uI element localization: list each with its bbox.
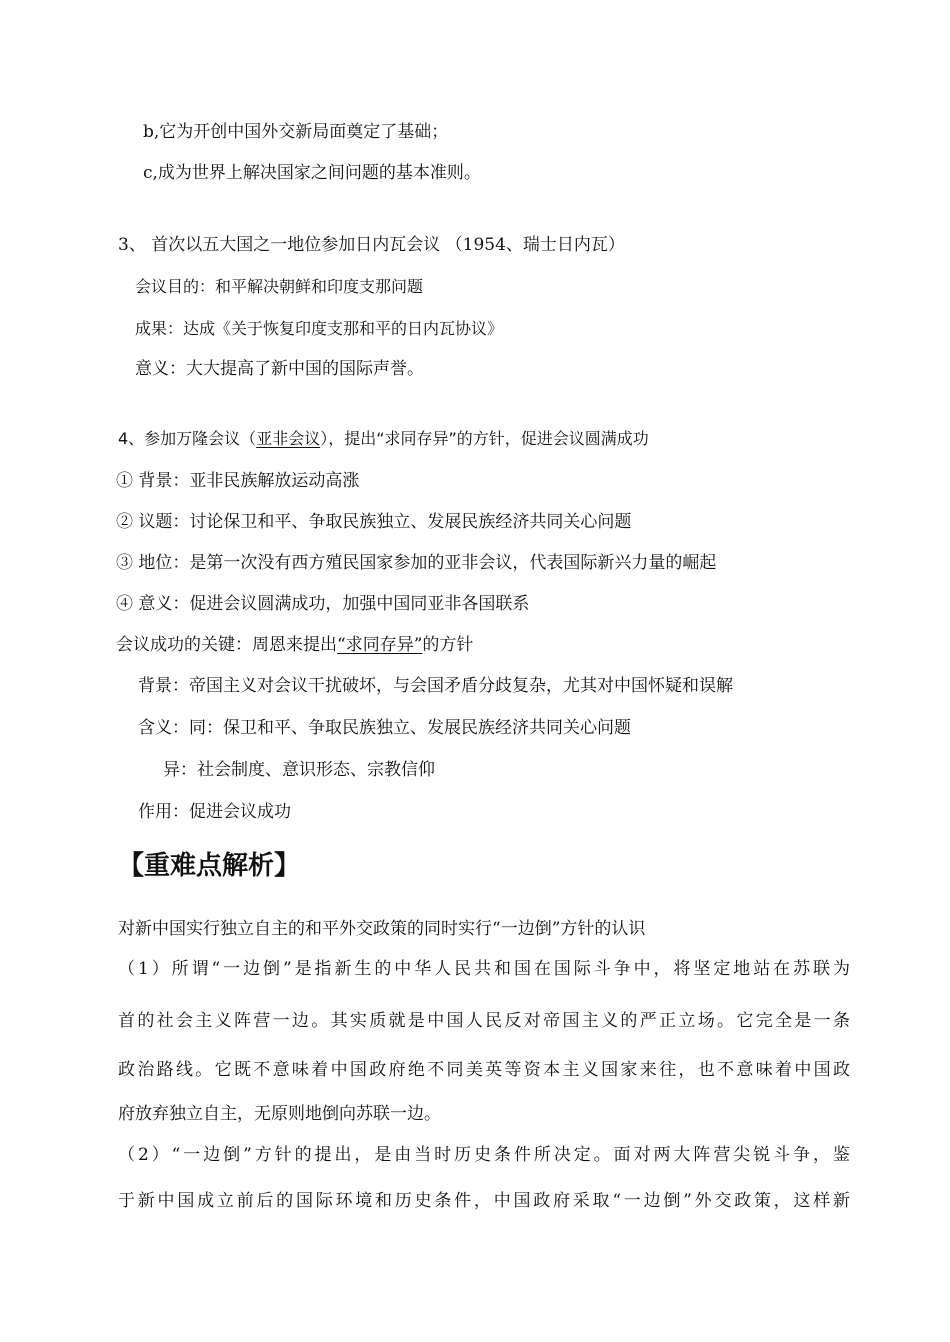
analysis-paragraph-2-line-2: 于新中国成立前后的国际环境和历史条件，中国政府采取“一边倒”外交政策，这样新 [118,1191,850,1211]
analysis-paragraph-1-line-2: 首的社会主义阵营一边。其实质就是中国人民反对帝国主义的严正立场。它完全是一条 [118,1011,850,1031]
item-3-title: 3、 首次以五大国之一地位参加日内瓦会议 （1954、瑞士日内瓦） [118,235,625,255]
item-4-title [118,428,649,450]
success-key-pre: 会议成功的关键：周恩来提出 [116,635,337,655]
bandung-background: ① 背景：亚非民族解放运动高涨 [116,471,360,491]
policy-meaning-same: 含义：同：保卫和平、争取民族独立、发展民族经济共同关心问题 [138,718,631,738]
bandung-status: ③ 地位：是第一次没有西方殖民国家参加的亚非会议，代表国际新兴力量的崛起 [116,553,717,573]
analysis-intro: 对新中国实行独立自主的和平外交政策的同时实行“一边倒”方针的认识 [118,919,646,939]
item-4-title-underlined: 亚非会议 [256,429,321,448]
analysis-paragraph-1-line-4: 府放弃独立自主，无原则地倒向苏联一边。 [118,1104,441,1124]
success-key [116,634,473,656]
bandung-significance: ④ 意义：促进会议圆满成功，加强中国同亚非各国联系 [116,594,530,614]
section-heading: 【重难点解析】 [118,851,301,881]
analysis-paragraph-2-line-1: （2）“一边倒”方针的提出，是由当时历史条件所决定。面对两大阵营尖锐斗争，鉴 [118,1145,850,1165]
policy-background: 背景：帝国主义对会议干扰破坏，与会国矛盾分歧复杂，尤其对中国怀疑和误解 [138,676,733,696]
geneva-significance: 意义：大大提高了新中国的国际声誉。 [135,359,424,379]
geneva-result: 成果：达成《关于恢复印度支那和平的日内瓦协议》 [135,319,504,338]
success-key-underlined: “求同存异” [337,635,423,655]
success-key-post: 的方针 [422,635,474,655]
analysis-paragraph-1-line-3: 政治路线。它既不意味着中国政府绝不同美英等资本主义国家来往，也不意味着中国政 [118,1060,850,1080]
geneva-purpose: 会议目的：和平解决朝鲜和印度支那问题 [135,277,424,296]
analysis-paragraph-1-line-1: （1）所谓“一边倒”是指新生的中华人民共和国在国际斗争中，将坚定地站在苏联为 [118,959,850,979]
policy-effect: 作用：促进会议成功 [138,802,291,822]
text-line-c: c,成为世界上解决国家之间问题的基本准则。 [143,163,481,183]
text-line-b: b,它为开创中国外交新局面奠定了基础； [143,122,449,142]
policy-meaning-different: 异：社会制度、意识形态、宗教信仰 [163,760,435,780]
bandung-topics: ② 议题：讨论保卫和平、争取民族独立、发展民族经济共同关心问题 [116,512,632,532]
item-4-title-post: ），提出“求同存异”的方针，促进会议圆满成功 [320,429,649,448]
item-4-title-pre: 4、参加万隆会议（ [118,429,257,448]
